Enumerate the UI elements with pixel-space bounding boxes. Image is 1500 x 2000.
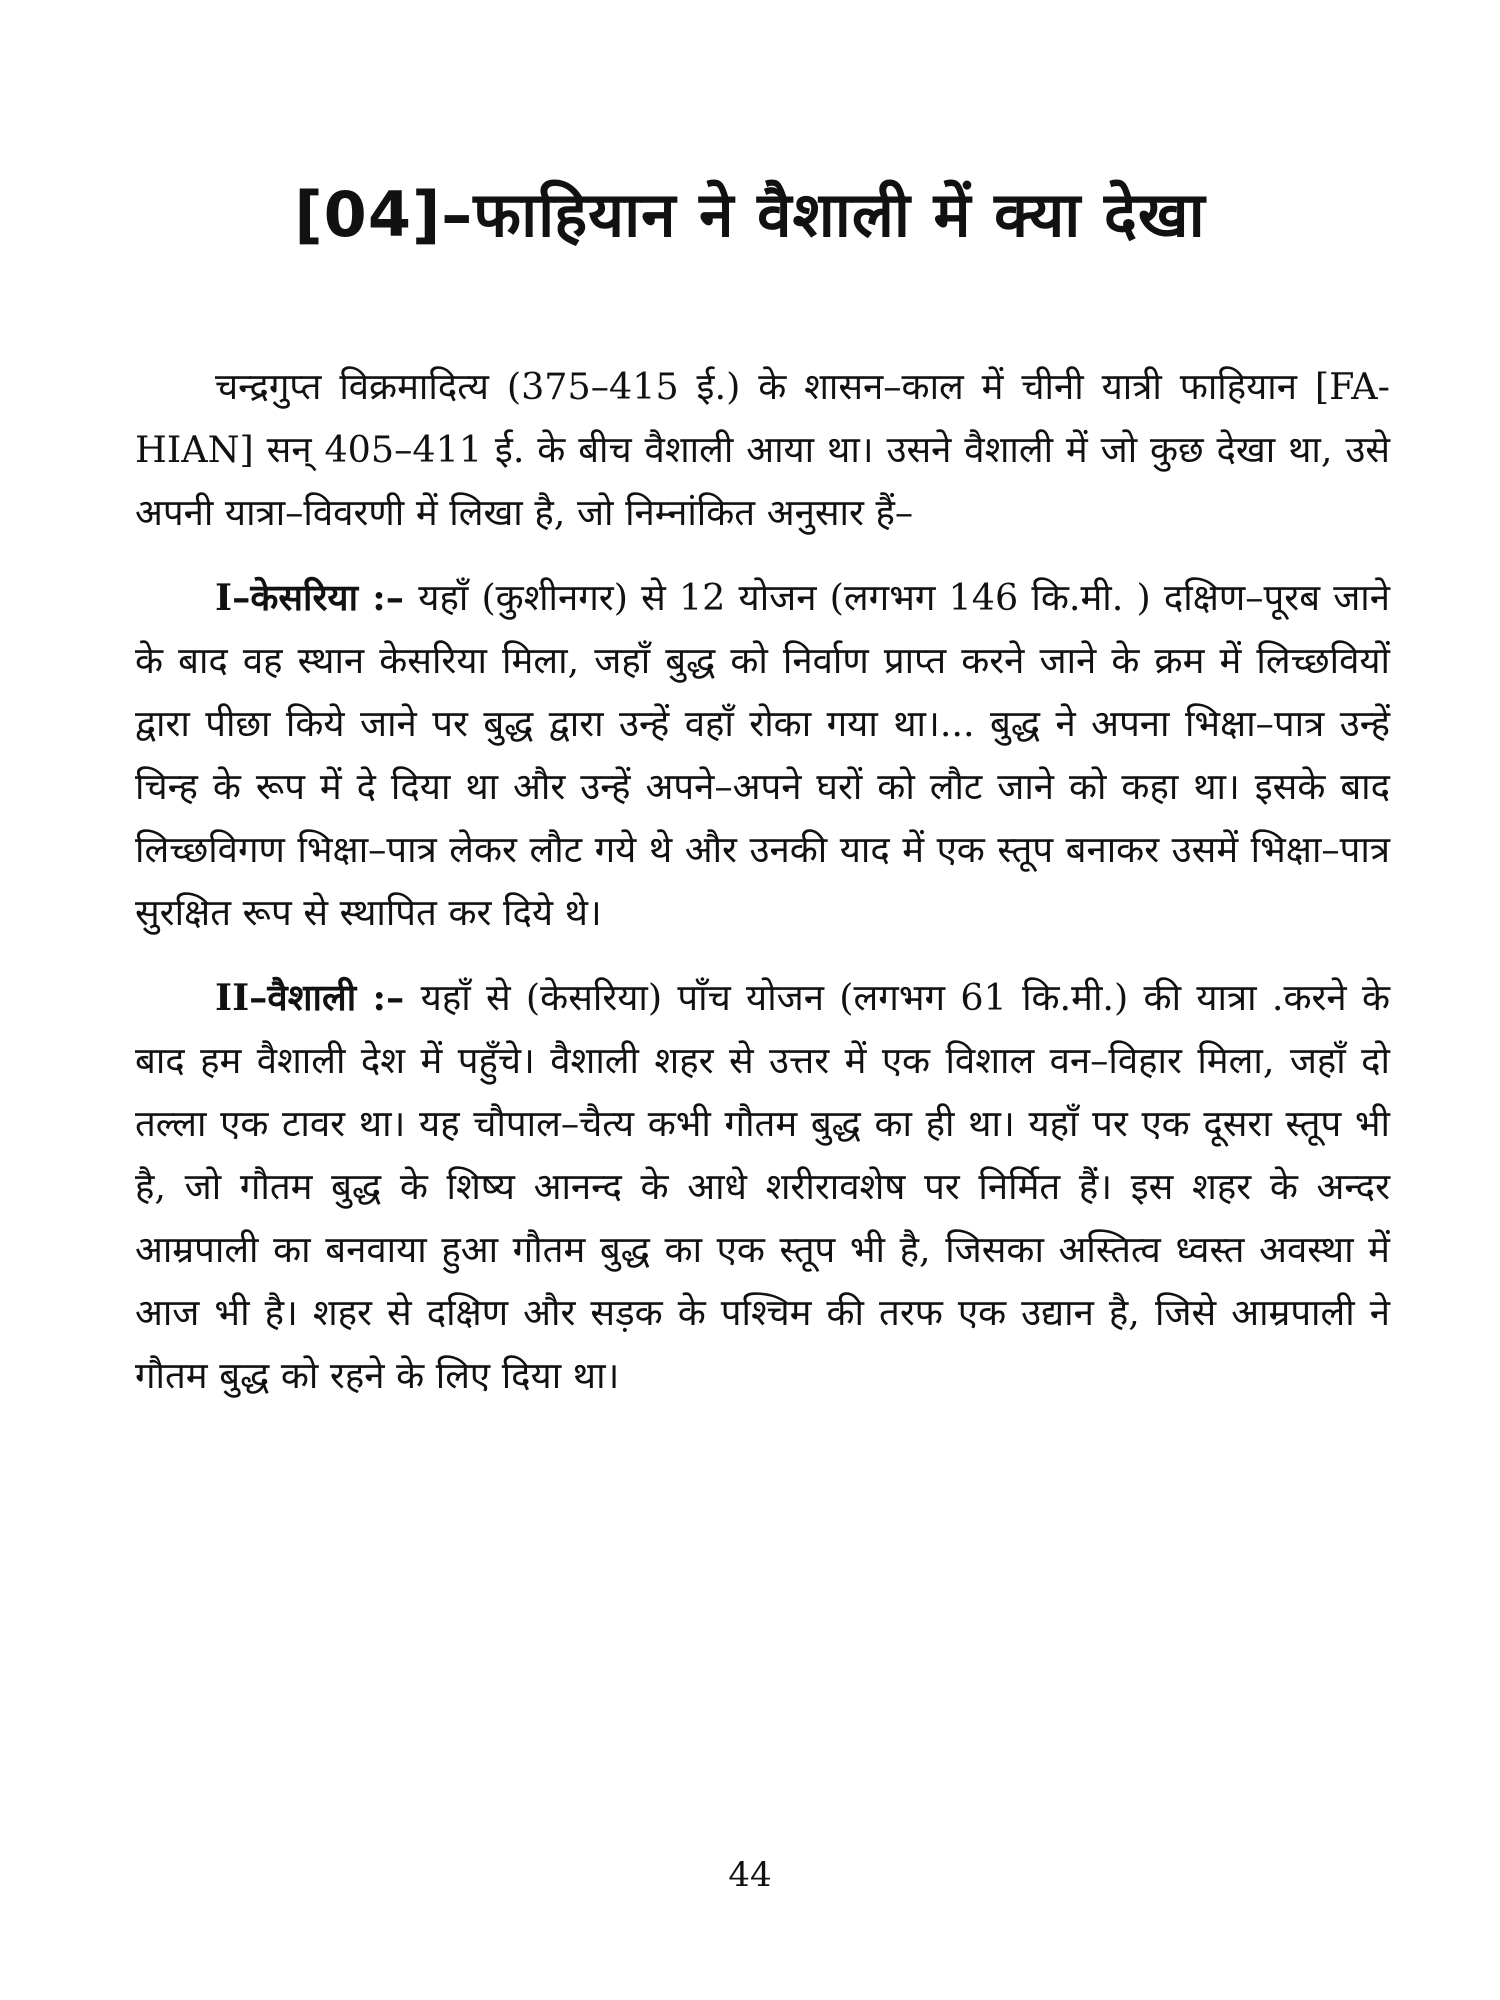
section-paragraph-vaishali (135, 966, 1390, 1407)
section-heading-vaishali: II–वैशाली :– (215, 976, 421, 1019)
section-text-kesariya: यहाँ (कुशीनगर) से 12 योजन (लगभग 146 कि.मी. ) दक्षिण–पूरब जाने के बाद वह स्थान केसरिया मिला, जहाँ बुद्ध को निर्वाण प्राप्त करने जाने के क्रम में लिच्छवियों द्वारा पीछा किये जाने पर बुद्ध द्वारा उन्हें वहाँ रोका गया था।... बुद्ध ने अपना भिक्षा–पात्र उन्हें चिन्ह के रूप में दे दिया था और उन्हें अपने–अपने घरों को लौट जाने को कहा था। इसके बाद लिच्छविगण भिक्षा–पात्र लेकर लौट गये थे और उनकी याद में एक स्तूप बनाकर उसमें भिक्षा–पात्र सुरक्षित रूप से स्थापित कर दिये थे। (135, 576, 1390, 934)
page-number: 44 (728, 1855, 772, 1895)
section-paragraph-kesariya (135, 566, 1390, 944)
page-body (135, 355, 1390, 1429)
section-heading-kesariya: I–केसरिया :– (215, 576, 419, 619)
chapter-title: [04]–फाहियान ने वैशाली में क्या देखा (294, 178, 1206, 251)
intro-paragraph: चन्द्रगुप्त विक्रमादित्य (375–415 ई.) के शासन–काल में चीनी यात्री फाहियान [FA-HIAN] सन् 405–411 ई. के बीच वैशाली आया था। उसने वैशाली में जो कुछ देखा था, उसे अपनी यात्रा–विवरणी में लिखा है, जो निम्नांकित अनुसार हैं– (135, 365, 1390, 534)
section-text-vaishali: यहाँ से (केसरिया) पाँच योजन (लगभग 61 कि.मी.) की यात्रा .करने के बाद हम वैशाली देश में पहुँचे। वैशाली शहर से उत्तर में एक विशाल वन–विहार मिला, जहाँ दो तल्ला एक टावर था। यह चौपाल–चैत्य कभी गौतम बुद्ध का ही था। यहाँ पर एक दूसरा स्तूप भी है, जो गौतम बुद्ध के शिष्य आनन्द के आधे शरीरावशेष पर निर्मित हैं। इस शहर के अन्दर आम्रपाली का बनवाया हुआ गौतम बुद्ध का एक स्तूप भी है, जिसका अस्तित्व ध्वस्त अवस्था में आज भी है। शहर से दक्षिण और सड़क के पश्चिम की तरफ एक उद्यान है, जिसे आम्रपाली ने गौतम बुद्ध को रहने के लिए दिया था। (135, 976, 1390, 1397)
